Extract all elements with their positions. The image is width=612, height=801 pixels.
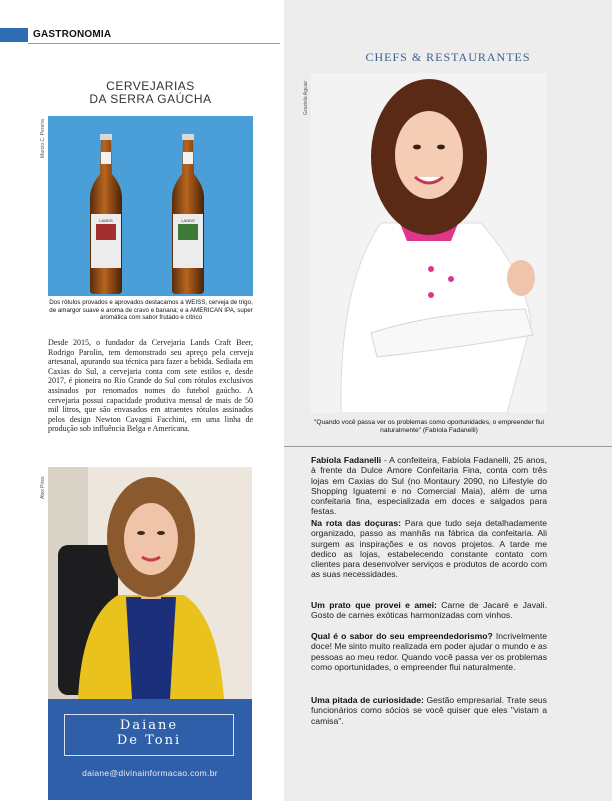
entrepreneurship-text: Incrivelmente doce! Me sinto muito realizada em poder ajudar o mundo e as pessoas ao meu redor. Quando você passa ver os problemas como oportunidades, o empreender flui naturalmente.	[311, 631, 547, 672]
header-rule	[28, 43, 280, 44]
entrepreneurship-heading: Qual é o sabor do seu empreendedorismo?	[311, 631, 493, 641]
curiosity-heading: Uma pitada de curiosidade:	[311, 695, 424, 705]
favorite-dish-paragraph	[311, 600, 547, 621]
route-text: Para que tudo seja detalhadamente organizado, passo as manhãs na fábrica da confeitaria. Ali surgem as inspirações e os novos projetos. A tarde me dedico as lojas, estabelecendo constante contato com clientes para desenvolver serviços e produtos de acordo com as suas necessidades.	[311, 518, 547, 580]
beer-photo-caption: Dos rótulos provados e aprovados destacamos a WEISS, cerveja de trigo, de amargor suave e aroma de cravo e banana; e a AMERICAN IPA, super aromática com sabor frutado e cítrico	[49, 299, 253, 321]
beer-article-body: Desde 2015, o fundador da Cervejaria Lands Craft Beer, Rodrigo Parolin, tem demonstrado seu apreço pela cerveja artesanal, apurando sua técnica para fazer a bebida. Sediada em Caxias do Sul, a cervejaria conta com sete estilos e, desde 2017, é pioneira no Rio Grande do Sul com rótulos exclusivos assinados por renomados nomes do futebol gaúcho. A cervejaria possui capacidade produtiva mensal de mais de 50 mil litros, que são envasados em atraentes rótulos assinados pelos design Newton Cavagni Facchini, em uma linha de produção sob influência Belga e Americana.	[48, 338, 253, 434]
bottle2-brand: LANDS	[181, 218, 195, 223]
route-paragraph	[311, 518, 547, 580]
chef-portrait-photo	[311, 73, 547, 413]
author-last-name: De Toni	[116, 733, 182, 748]
beer-photo-credit: Marcio C. Pereira	[40, 119, 46, 158]
portrait-credit: Alex Pires	[40, 476, 46, 499]
section-color-bar	[0, 28, 28, 42]
author-email-link[interactable]: daiane@divinainformacao.com.br	[82, 768, 218, 778]
beer-section-title	[48, 80, 253, 106]
route-heading: Na rota das doçuras:	[311, 518, 401, 528]
beer-title-line2: DA SERRA GAÚCHA	[89, 92, 212, 106]
favorite-dish-heading: Um prato que provei e amei:	[311, 600, 437, 610]
chef-intro-text: - A confeiteira, Fabíola Fadanelli, 25 anos, à frente da Dulce Amore Confeitaria Fina, conta com três lojas em Caxias do Sul (no Montaury 2090, no Lifestyle do Shopping Iguatemi e no Comercial Maia), além de uma confeitaria fina, especializada em doces e salgados para festas.	[311, 455, 547, 517]
beer-bottles-illustration	[48, 116, 253, 296]
chef-portrait-illustration	[311, 73, 547, 413]
curiosity-text: Gestão empresarial. Trate seus funcionários como sócios se você quiser que eles "vistam a camisa".	[311, 695, 547, 726]
chef-quote-caption: "Quando você passa ver os problemas como oportunidades, o empreender flui naturalmente" (Fabíola Fadanelli)	[314, 419, 544, 434]
entrepreneurship-paragraph	[311, 631, 547, 672]
right-divider-rule	[284, 446, 612, 447]
author-name	[64, 718, 234, 748]
chef-intro-paragraph	[311, 455, 547, 517]
favorite-dish-text: Carne de Jacaré e Javali. Gosto de carnes exóticas harmonizadas com vinhos.	[311, 600, 547, 621]
bottle1-brand: LANDS	[99, 218, 113, 223]
author-portrait-illustration	[48, 467, 252, 699]
author-first-name: Daiane	[119, 718, 179, 733]
beer-title-line1: CERVEJARIAS	[106, 79, 195, 93]
chefs-section-title: CHEFS & RESTAURANTES	[365, 50, 531, 64]
curiosity-paragraph	[311, 695, 547, 726]
chef-name-heading: Fabíola Fadanelli	[311, 455, 382, 465]
author-portrait-photo	[48, 467, 252, 699]
beer-bottles-photo	[48, 116, 253, 296]
section-label: GASTRONOMIA	[33, 29, 112, 40]
chef-photo-credit: Graziela Aguiar	[303, 80, 309, 115]
